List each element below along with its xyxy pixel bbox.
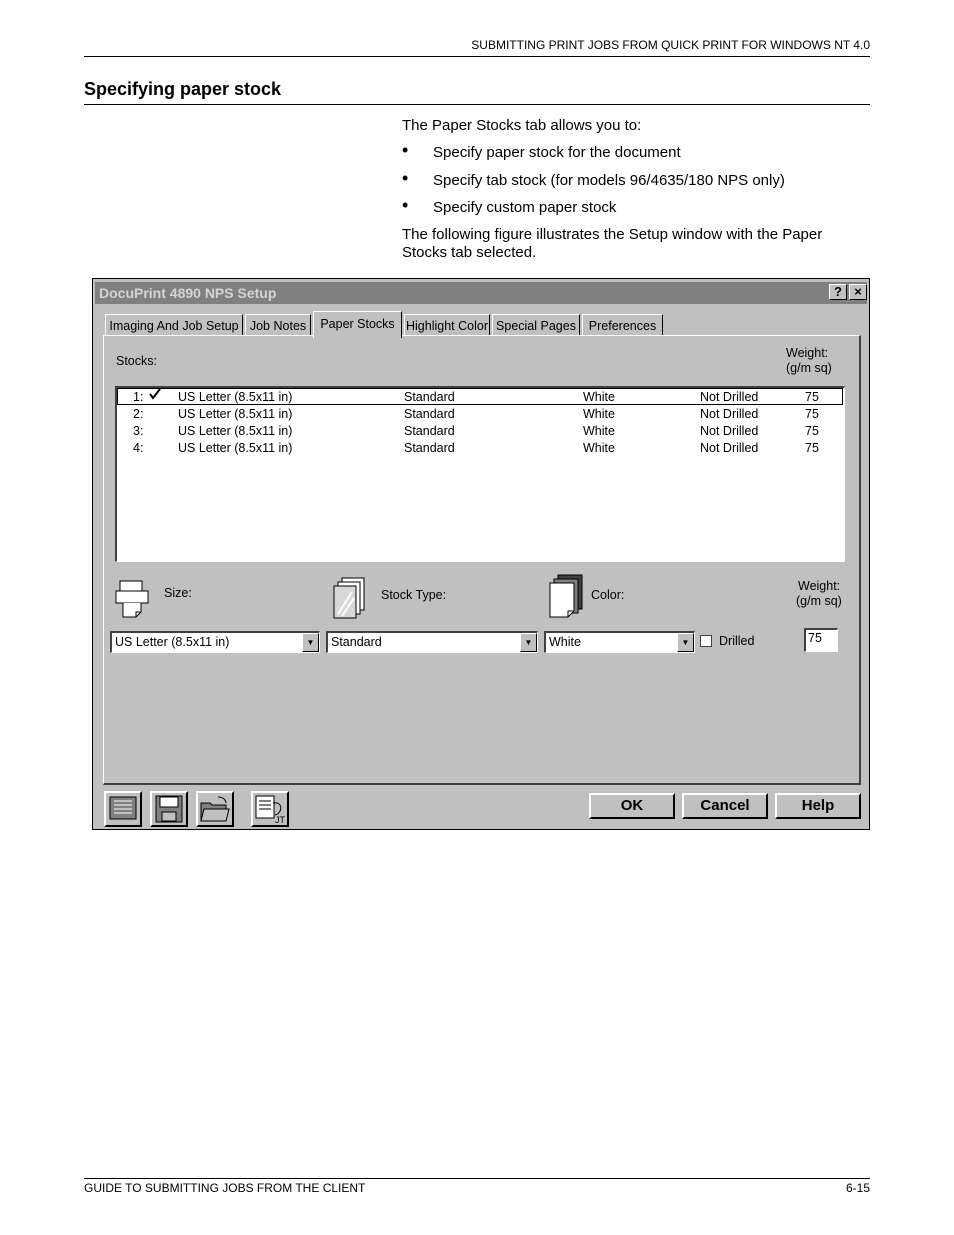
- size-label: Size:: [164, 586, 192, 600]
- stock-type-icon: [330, 576, 368, 627]
- stock-weight: 75: [805, 407, 819, 421]
- setup-dialog: [92, 278, 870, 830]
- stocks-list[interactable]: [115, 386, 845, 562]
- chevron-down-icon[interactable]: ▼: [520, 633, 537, 652]
- stock-number: 4:: [133, 441, 144, 455]
- running-header: SUBMITTING PRINT JOBS FROM QUICK PRINT FOR WINDOWS NT 4.0: [471, 38, 870, 52]
- ok-button[interactable]: OK: [589, 793, 675, 819]
- color-select-value: White: [549, 635, 581, 649]
- footer-rule: [84, 1178, 870, 1179]
- figure-caption: The following figure illustrates the Setup window with the Paper: [402, 226, 823, 243]
- chevron-down-icon[interactable]: ▼: [302, 633, 319, 652]
- bullet-item: Specify custom paper stock: [433, 199, 617, 216]
- page-number: 6-15: [845, 1181, 870, 1195]
- size-select[interactable]: [110, 631, 320, 653]
- check-icon: [149, 388, 161, 404]
- stocks-label: Stocks:: [116, 354, 157, 368]
- color-select[interactable]: [544, 631, 695, 653]
- stock-drilled: Not Drilled: [700, 407, 759, 421]
- svg-text:JT: JT: [275, 815, 285, 825]
- stock-number: 1:: [133, 390, 144, 404]
- close-icon[interactable]: ×: [849, 284, 867, 300]
- stock-type: Standard: [404, 390, 455, 404]
- stock-drilled: Not Drilled: [700, 390, 759, 404]
- save-icon[interactable]: [150, 791, 188, 827]
- stock-type: Standard: [404, 407, 455, 421]
- tab-paper-stocks[interactable]: Paper Stocks: [313, 311, 402, 338]
- stock-drilled: Not Drilled: [700, 424, 759, 438]
- footer-title: GUIDE TO SUBMITTING JOBS FROM THE CLIENT: [84, 1181, 366, 1195]
- stock-type: Standard: [404, 441, 455, 455]
- tab-highlight-color[interactable]: Highlight Color: [404, 314, 490, 336]
- stock-weight: 75: [805, 441, 819, 455]
- list-item[interactable]: [117, 439, 843, 456]
- list-item[interactable]: [117, 405, 843, 422]
- weight-field-unit: (g/m sq): [796, 594, 842, 608]
- stock-color: White: [583, 424, 615, 438]
- help-button[interactable]: Help: [775, 793, 861, 819]
- weight-column-header-unit: (g/m sq): [786, 361, 832, 375]
- stock-weight: 75: [805, 390, 819, 404]
- stock-size: US Letter (8.5x11 in): [178, 441, 293, 455]
- stock-type-select[interactable]: [326, 631, 538, 653]
- stock-type-select-value: Standard: [331, 635, 382, 649]
- tab-preferences[interactable]: Preferences: [582, 314, 663, 336]
- stock-size: US Letter (8.5x11 in): [178, 407, 293, 421]
- stock-weight: 75: [805, 424, 819, 438]
- bullet-dot: •: [402, 140, 409, 160]
- intro-text: The Paper Stocks tab allows you to:: [402, 117, 642, 134]
- bullet-dot: •: [402, 195, 409, 215]
- stock-color: White: [583, 407, 615, 421]
- tab-special-pages[interactable]: Special Pages: [492, 314, 580, 336]
- cancel-button[interactable]: Cancel: [682, 793, 768, 819]
- stock-color: White: [583, 441, 615, 455]
- color-label: Color:: [591, 588, 625, 602]
- bullet-item: Specify paper stock for the document: [433, 144, 681, 161]
- size-icon: [114, 579, 152, 624]
- stock-size: US Letter (8.5x11 in): [178, 424, 293, 438]
- stock-type: Standard: [404, 424, 455, 438]
- job-ticket-icon[interactable]: [251, 791, 289, 827]
- list-item[interactable]: [117, 388, 843, 405]
- stock-number: 3:: [133, 424, 144, 438]
- weight-column-header: Weight:: [786, 346, 829, 360]
- title-bar: [95, 282, 867, 304]
- drilled-label: Drilled: [719, 634, 755, 648]
- stock-color: White: [583, 390, 615, 404]
- paper-stocks-panel: [103, 335, 861, 785]
- color-icon: [546, 573, 586, 626]
- stock-drilled: Not Drilled: [700, 441, 759, 455]
- help-icon[interactable]: ?: [829, 284, 847, 300]
- printer-settings-icon[interactable]: [104, 791, 142, 827]
- list-item[interactable]: [117, 422, 843, 439]
- bullet-item: Specify tab stock (for models 96/4635/180 NPS only): [433, 172, 785, 189]
- drilled-checkbox[interactable]: [700, 635, 712, 647]
- chevron-down-icon[interactable]: ▼: [677, 633, 694, 652]
- section-rule: [84, 104, 870, 105]
- dialog-title: DocuPrint 4890 NPS Setup: [99, 285, 277, 301]
- weight-input[interactable]: 75: [804, 628, 838, 652]
- figure-caption: Stocks tab selected.: [402, 244, 537, 261]
- open-folder-icon[interactable]: [196, 791, 234, 827]
- tab-job-notes[interactable]: Job Notes: [245, 314, 311, 336]
- stock-number: 2:: [133, 407, 144, 421]
- section-title: Specifying paper stock: [84, 79, 282, 99]
- stock-size: US Letter (8.5x11 in): [178, 390, 293, 404]
- tab-imaging-and-job-setup[interactable]: Imaging And Job Setup: [105, 314, 243, 336]
- weight-field-label: Weight:: [798, 579, 841, 593]
- bullet-dot: •: [402, 168, 409, 188]
- size-select-value: US Letter (8.5x11 in): [115, 635, 230, 649]
- stock-type-label: Stock Type:: [381, 588, 447, 602]
- header-rule: [84, 56, 870, 57]
